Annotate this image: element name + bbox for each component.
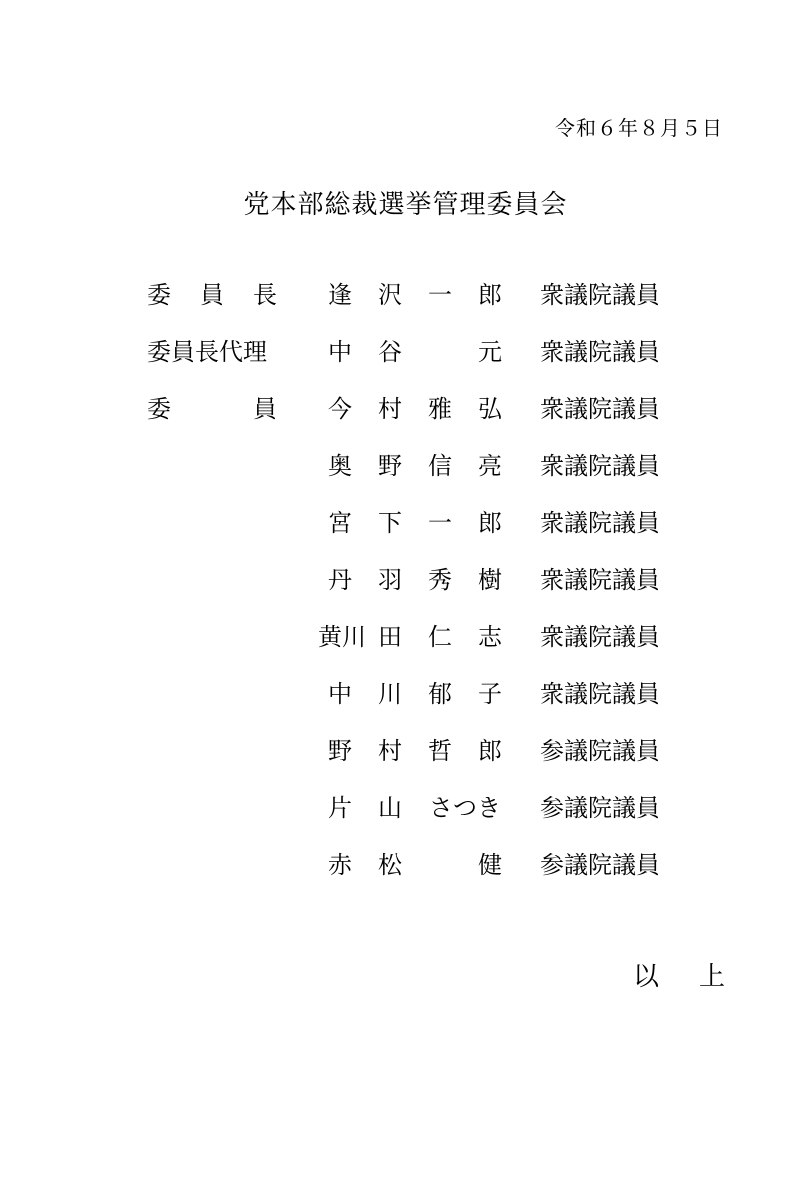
member-name-part: 秀 [428,565,452,594]
member-role-char: 員 [200,280,224,309]
member-role [147,500,277,540]
member-name-part: 黄川 [318,622,366,651]
member-name-part: 信 [428,451,452,480]
member-role [147,728,277,768]
member-name-part: 郎 [478,736,502,765]
member-name-part: 谷 [378,337,402,366]
member-name-part: 郎 [478,508,502,537]
member-row [0,443,811,500]
member-role-char: 委 [147,280,171,309]
member-row [0,272,811,329]
member-name [326,842,506,882]
member-role [147,557,277,597]
member-name-part: 弘 [478,394,502,423]
member-house: 衆議院議員 [540,508,660,537]
member-row [0,329,811,386]
member-name-part: 川 [378,679,402,708]
member-name-part: 哲 [428,736,452,765]
member-name-part: 一 [428,280,452,309]
member-name-part [426,329,454,369]
member-name-part [426,842,454,882]
member-name-part: 中 [328,337,352,366]
member-name-part: 郎 [478,280,502,309]
member-name-part: 郁 [428,679,452,708]
member-row [0,671,811,728]
member-role-char: 長 [253,280,277,309]
member-name [326,785,506,825]
member-row [0,785,811,842]
member-name-part: 健 [478,850,502,879]
member-role: 委員長代理 [147,337,267,366]
member-name-part: 羽 [378,565,402,594]
closing-char: 以 [633,961,660,992]
member-row [0,728,811,785]
member-name-part: 赤 [328,850,352,879]
member-name-part: 一 [428,508,452,537]
member-name-part: さつき [429,793,501,822]
document-date: 令和６年８月５日 [555,116,723,140]
member-name [326,443,506,483]
member-house: 参議院議員 [540,793,660,822]
member-house: 参議院議員 [540,736,660,765]
member-name-part: 奥 [328,451,352,480]
member-name [326,671,506,711]
member-name-part: 田 [378,622,402,651]
member-name-part: 野 [328,736,352,765]
member-role [147,614,277,654]
document-title: 党本部総裁選挙管理委員会 [243,190,568,220]
member-house: 衆議院議員 [540,451,660,480]
member-house: 衆議院議員 [540,280,660,309]
member-house: 衆議院議員 [540,565,660,594]
member-house: 衆議院議員 [540,337,660,366]
member-name-part: 亮 [478,451,502,480]
member-name-part: 今 [328,394,352,423]
member-name-part: 丹 [328,565,352,594]
member-row [0,557,811,614]
member-row [0,386,811,443]
member-name-part: 下 [378,508,402,537]
member-house: 参議院議員 [540,850,660,879]
member-name [326,329,506,369]
member-name-part: 中 [328,679,352,708]
member-name-part: 志 [478,622,502,651]
member-name-part: 元 [478,337,502,366]
member-row [0,614,811,671]
member-role-char: 委 [147,394,171,423]
member-name-part: 宮 [328,508,352,537]
member-name [326,272,506,312]
member-name-part: 片 [328,793,352,822]
member-name-part: 仁 [428,622,452,651]
member-row [0,500,811,557]
member-name [326,557,506,597]
member-role [147,386,277,426]
member-name [318,614,506,654]
member-name-part: 雅 [428,394,452,423]
member-role [147,443,277,483]
member-name-part: 松 [378,850,402,879]
member-name-part: 沢 [378,280,402,309]
member-name-part: 野 [378,451,402,480]
member-name [326,500,506,540]
member-role [147,671,277,711]
member-house: 衆議院議員 [540,394,660,423]
member-role [147,842,277,882]
member-role [147,785,277,825]
member-name-part: 村 [378,394,402,423]
member-name [326,386,506,426]
member-name-part: 子 [478,679,502,708]
member-role [147,272,277,312]
member-role-char: 員 [253,394,277,423]
member-name-part: 樹 [478,565,502,594]
closing-remark [633,954,725,994]
member-name-part: 山 [378,793,402,822]
member-name-part: 逢 [328,280,352,309]
member-name-part: 村 [378,736,402,765]
member-row [0,842,811,899]
closing-char: 上 [698,961,725,992]
member-house: 衆議院議員 [540,679,660,708]
member-name [326,728,506,768]
member-house: 衆議院議員 [540,622,660,651]
member-list [0,272,811,899]
